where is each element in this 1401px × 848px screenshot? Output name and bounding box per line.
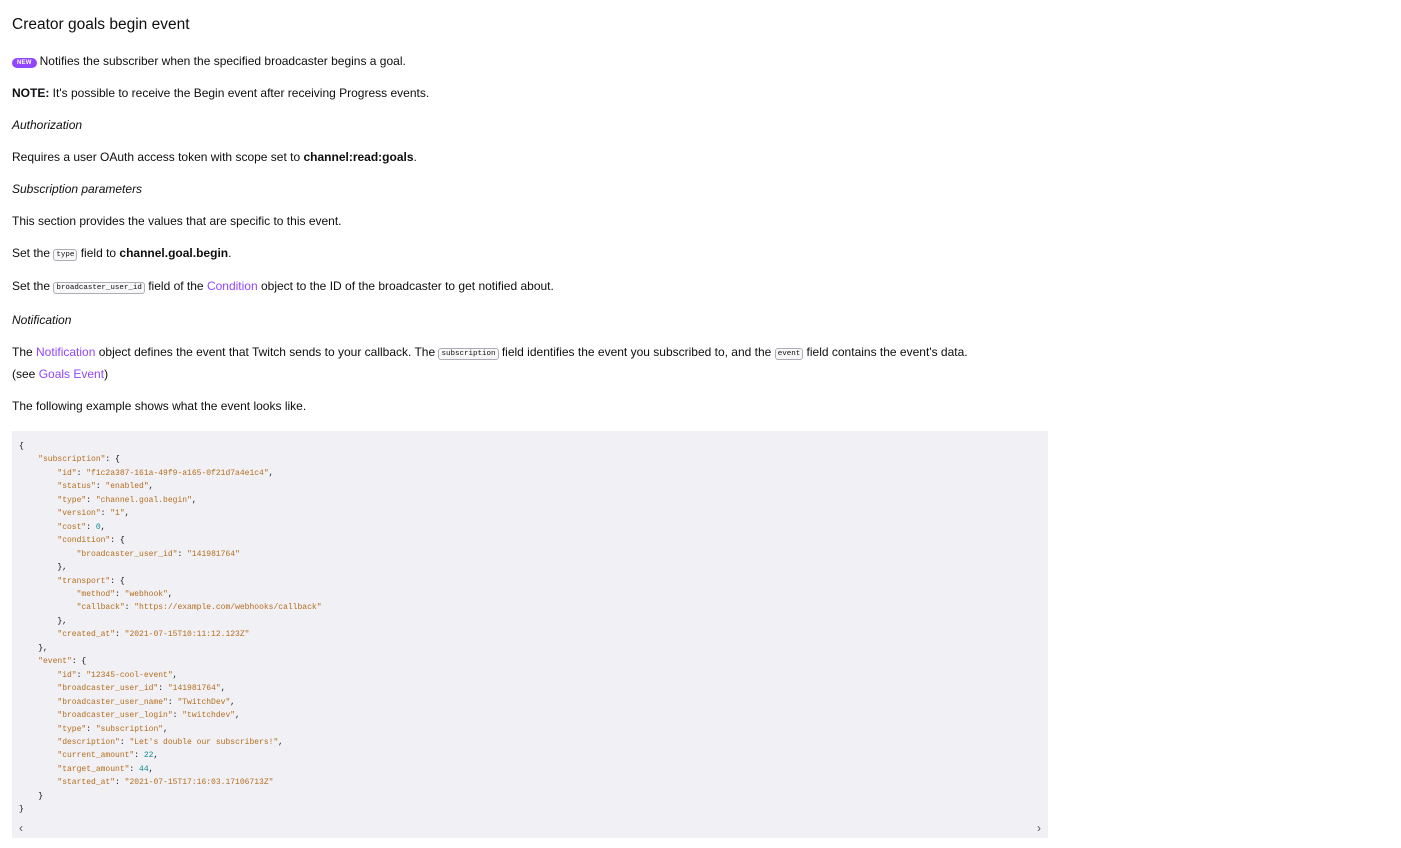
type-field-paragraph <box>12 246 231 262</box>
transport-method-value: webhook <box>129 589 164 599</box>
condition-line-after: object to the ID of the broadcaster to get notified about. <box>257 279 554 293</box>
type-line-before: Set the <box>12 246 54 260</box>
event-code: event <box>775 348 804 360</box>
goals-event-link[interactable]: Goals Event <box>38 367 105 381</box>
notification-mid2: field identifies the event you subscribed to, and the <box>498 345 775 359</box>
notification-paragraph <box>12 345 968 361</box>
notification-mid1: object defines the event that Twitch sends to your callback. The <box>95 345 439 359</box>
note-label: NOTE: <box>12 86 50 100</box>
note-paragraph <box>12 86 429 100</box>
note-text: It's possible to receive the Begin event after receiving Progress events. <box>49 86 430 100</box>
subscription-parameters-intro: This section provides the values that are specific to this event. <box>12 214 342 228</box>
see-after: ) <box>104 367 109 381</box>
event-target-amount-value: 44 <box>139 764 149 774</box>
sub-status-value: enabled <box>110 482 144 492</box>
intro-paragraph <box>12 54 406 68</box>
notification-heading: Notification <box>12 313 72 327</box>
subscription-code: subscription <box>438 348 498 360</box>
sub-type-value: channel.goal.begin <box>100 495 188 505</box>
event-type-value: subscription <box>100 724 159 734</box>
sub-version-value: 1 <box>115 509 120 519</box>
event-broadcaster-id-value: 141981764 <box>172 684 216 694</box>
event-broadcaster-login-value: twitchdev <box>187 711 231 721</box>
json-example: { "subscription": { "id": "f1c2a387-161a-49f9-a165-0f21d7a4e1c4", "status": "enabled", "type": "channel.goal.begin", "version": "1", "cost": 0, "condition": { "broadcaster_user_id": "141981764" }, "transport": { "method": "webhook", "callback": "https://example.com/webhooks/callback" }, "created_at": "2021-07-15T10:11:12.123Z" }, "event": { "id": "12345-cool-event", "broadcaster_user_id": "141981764", "broadcaster_user_name": "TwitchDev", "broadcaster_user_login": "twitchdev", "type": "subscription", "description": "Let's double our subscribers!", "current_amount": 22, "target_amount": 44, "started_at": "2021-07-15T17:16:03.17106713Z" } } <box>19 442 322 815</box>
type-line-after: . <box>228 246 232 260</box>
authorization-period: . <box>413 150 417 164</box>
transport-callback-value: https://example.com/webhooks/callback <box>139 603 317 613</box>
code-example-block[interactable] <box>12 431 1048 838</box>
scope-name: channel:read:goals <box>303 150 414 164</box>
cond-broadcaster-id-value: 141981764 <box>191 549 236 559</box>
event-id-value: 12345-cool-event <box>91 670 168 680</box>
page-title: Creator goals begin event <box>12 16 190 33</box>
sub-cost-value: 0 <box>95 522 101 532</box>
new-badge: NEW <box>12 58 37 68</box>
condition-line-middle: field of the <box>144 279 207 293</box>
event-started-at-value: 2021-07-15T17:16:03.17106713Z <box>129 778 269 788</box>
subscription-parameters-heading: Subscription parameters <box>12 182 143 196</box>
type-line-middle: field to <box>77 246 120 260</box>
sub-id-value: f1c2a387-161a-49f9-a165-0f21d7a4e1c4 <box>91 468 264 478</box>
type-code: type <box>53 249 77 261</box>
see-before: (see <box>12 367 39 381</box>
example-intro: The following example shows what the event looks like. <box>12 399 307 413</box>
authorization-heading: Authorization <box>12 118 83 132</box>
condition-line-before: Set the <box>12 279 54 293</box>
event-current-amount-value: 22 <box>143 751 154 761</box>
scroll-left-icon[interactable]: ‹ <box>19 821 23 835</box>
broadcaster-user-id-code: broadcaster_user_id <box>53 282 145 294</box>
event-broadcaster-name-value: TwitchDev <box>182 697 226 707</box>
notification-after: field contains the event's data. <box>803 345 968 359</box>
notification-before: The <box>12 345 37 359</box>
authorization-text: Requires a user OAuth access token with scope set to <box>12 150 304 164</box>
scroll-right-icon[interactable]: › <box>1037 821 1041 835</box>
intro-text: Notifies the subscriber when the specified broadcaster begins a goal. <box>39 54 406 68</box>
notification-link[interactable]: Notification <box>36 345 96 359</box>
authorization-paragraph <box>12 150 417 164</box>
event-description-value: Let's double our subscribers! <box>134 737 274 747</box>
condition-link[interactable]: Condition <box>206 279 258 293</box>
condition-field-paragraph <box>12 279 554 295</box>
see-goals-event <box>12 367 108 381</box>
type-value: channel.goal.begin <box>119 246 229 260</box>
sub-created-at-value: 2021-07-15T10:11:12.123Z <box>129 630 245 640</box>
